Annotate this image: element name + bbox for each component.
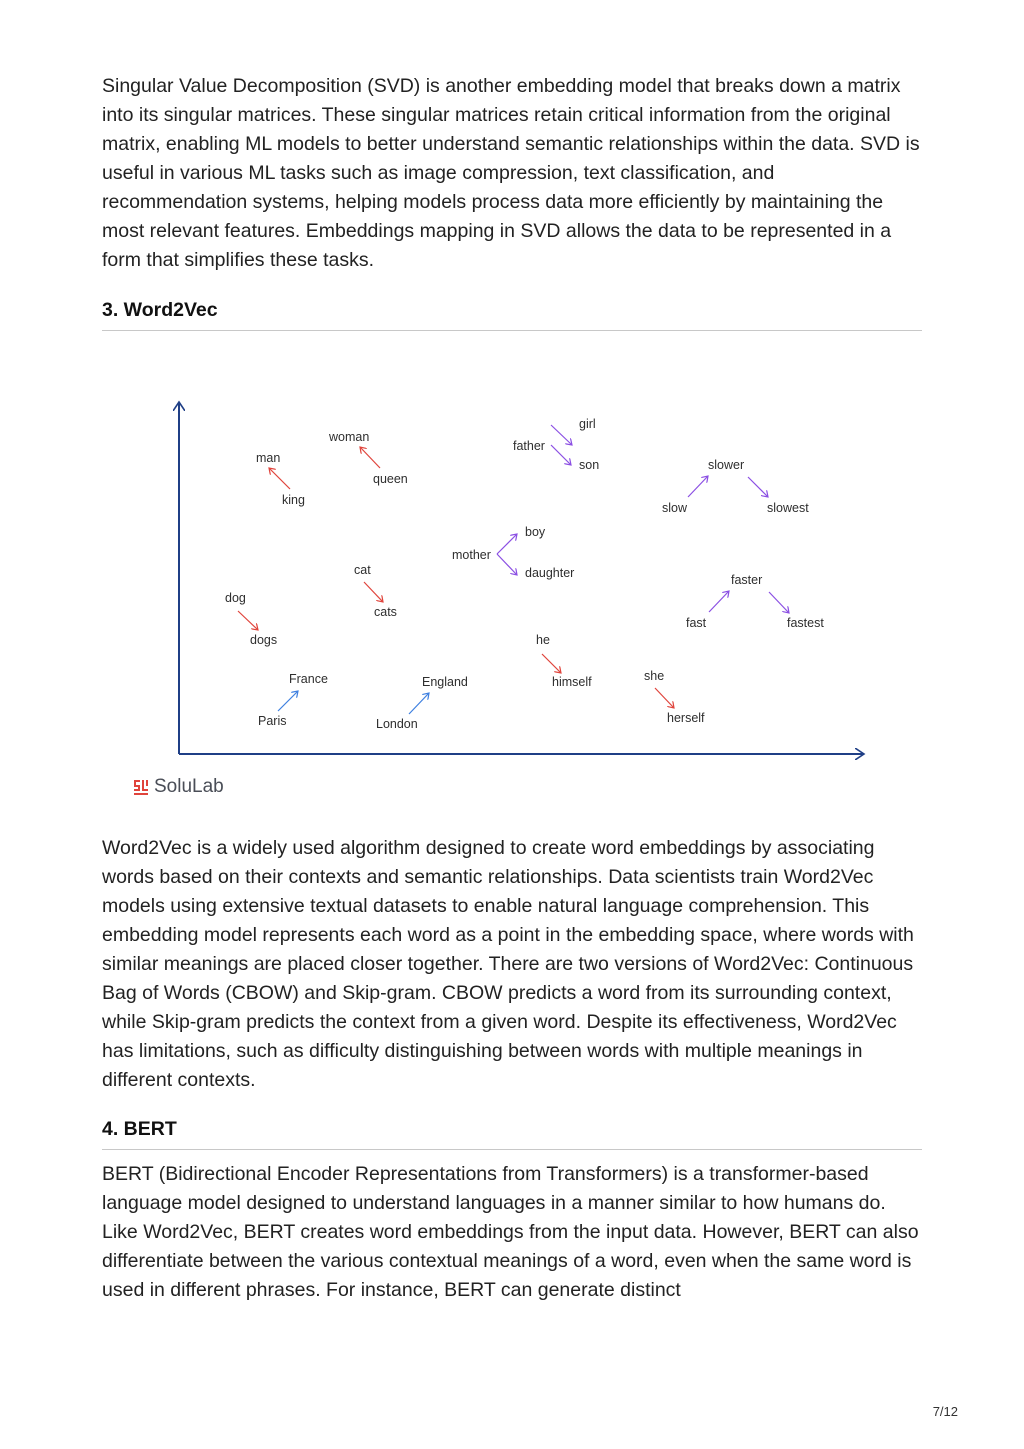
word-cat: cat — [354, 563, 371, 577]
embedding-space-diagram — [102, 380, 924, 810]
word-cats: cats — [374, 605, 397, 619]
arrow-king-man — [269, 468, 290, 489]
arrow-father-girl — [551, 425, 572, 445]
arrow-she-herself — [655, 688, 674, 708]
arrow-london-england — [409, 693, 429, 714]
word-fastest: fastest — [787, 616, 824, 630]
arrow-queen-woman — [360, 447, 380, 468]
word-mother: mother — [452, 548, 491, 562]
word-king: king — [282, 493, 305, 507]
word-faster: faster — [731, 573, 763, 587]
arrow-mother-boy — [497, 534, 517, 554]
word-queen: queen — [373, 472, 408, 486]
svd-paragraph: Singular Value Decomposition (SVD) is another embedding model that breaks down a matrix into its singular matrices. These singular matrices retain critical information from the original matrix, enabling ML models to better understand semantic relationships within the data. SVD is useful in various ML tasks such as image compression, text classification, and recommendation systems, helping models process data more efficiently by maintaining the most relevant features. Embeddings mapping in SVD allows the data to be represented in a form that simplifies these tasks. — [102, 75, 920, 271]
arrow-father-son — [551, 445, 571, 465]
word2vec-heading: 3. Word2Vec — [102, 299, 922, 331]
word-she: she — [644, 669, 665, 683]
arrow-slow-slower — [688, 476, 708, 497]
arrow-dog-dogs — [238, 611, 258, 630]
solulab-logo — [134, 775, 224, 799]
word-himself: himself — [552, 675, 592, 689]
word-england: England — [422, 675, 468, 689]
page-number: 7/12 — [932, 1404, 958, 1419]
word-woman: woman — [329, 430, 370, 444]
word-herself: herself — [667, 711, 705, 725]
word-slow: slow — [662, 501, 688, 515]
word-dog: dog — [225, 591, 246, 605]
word-son: son — [579, 458, 600, 472]
word-slowest: slowest — [767, 501, 809, 515]
word-dogs: dogs — [250, 633, 278, 647]
solulab-logo-icon — [134, 780, 149, 795]
arrow-paris-france — [278, 691, 298, 711]
word-he: he — [536, 633, 550, 647]
solulab-logo-text: SoluLab — [154, 776, 224, 797]
word-paris: Paris — [258, 714, 287, 728]
arrow-mother-daughter — [497, 554, 517, 575]
word-daughter: daughter — [525, 566, 575, 580]
word-boy: boy — [525, 525, 546, 539]
word-slower: slower — [708, 458, 745, 472]
word2vec-embedding-figure — [102, 380, 924, 810]
arrow-faster-fastest — [769, 592, 789, 613]
word-fast: fast — [686, 616, 707, 630]
word2vec-paragraph: Word2Vec is a widely used algorithm designed to create word embeddings by associating words based on their contexts and semantic relationships. Data scientists train Word2Vec models using extensive textual datasets to enable natural language comprehension. This embedding model represents each word as a point in the embedding space, where words with similar meanings are placed closer together. There are two versions of Word2Vec: Continuous Bag of Words (CBOW) and Skip-gram. CBOW predicts a word from its surrounding context, while Skip-gram predicts the context from a given word. Despite its effectiveness, Word2Vec has limitations, such as difficulty distinguishing between words with multiple meanings in different contexts. — [102, 837, 914, 1091]
bert-heading: 4. BERT — [102, 1118, 922, 1150]
word-london: London — [376, 717, 418, 731]
arrow-cat-cats — [364, 582, 383, 602]
word-girl: girl — [579, 417, 596, 431]
word-france: France — [289, 672, 328, 686]
word-father: father — [513, 439, 545, 453]
arrow-slower-slowest — [748, 477, 768, 497]
arrow-he-himself — [542, 654, 561, 673]
arrow-fast-faster — [709, 591, 729, 612]
bert-paragraph: BERT (Bidirectional Encoder Representations from Transformers) is a transformer-based language model designed to understand languages in a manner similar to how humans do. Like Word2Vec, BERT creates word embeddings from the input data. However, BERT can also differentiate between the various contextual meanings of a word, even when the same word is used in different phrases. For instance, BERT can generate distinct — [102, 1163, 919, 1301]
word-man: man — [256, 451, 281, 465]
